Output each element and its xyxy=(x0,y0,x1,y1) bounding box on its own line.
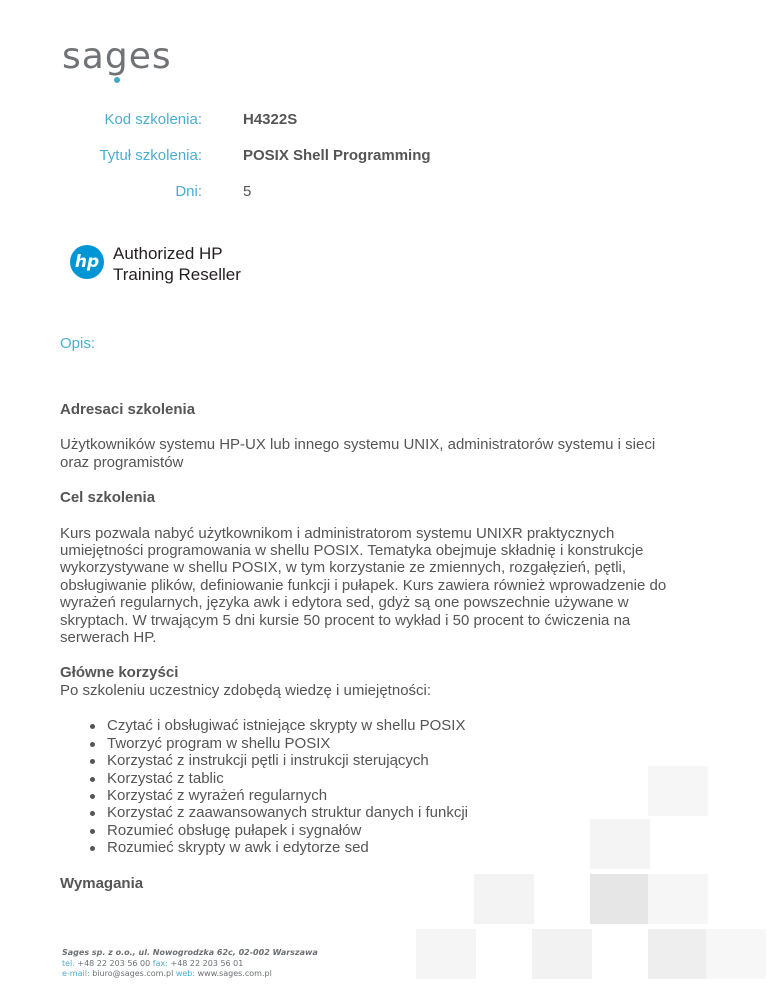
hp-logo-icon: hp xyxy=(70,245,104,279)
course-days-label: Dni: xyxy=(175,183,202,200)
audience-heading: Adresaci szkolenia xyxy=(60,401,196,418)
sages-logo: sages xyxy=(62,36,172,77)
requirements-heading: Wymagania xyxy=(60,874,144,892)
course-description xyxy=(60,401,680,892)
course-title-row xyxy=(0,147,768,167)
footer xyxy=(62,948,318,980)
list-item: Rozumieć obsługę pułapek i sygnałów xyxy=(107,822,680,839)
hp-badge-text xyxy=(113,243,241,285)
list-item: Czytać i obsługiwać istniejące skrypty w shellu POSIX xyxy=(107,717,680,734)
benefits-list xyxy=(60,717,680,856)
decor-square xyxy=(532,929,592,979)
footer-web-label: web: xyxy=(175,969,196,978)
benefits-heading: Główne korzyści xyxy=(60,664,179,682)
footer-company: Sages sp. z o.o., ul. Nowogrodzka 62c, 02-002 Warszawa xyxy=(62,948,318,957)
benefits-intro: Po szkoleniu uczestnicy zdobędą wiedzę i umiejętności: xyxy=(60,681,432,699)
footer-fax-label: fax: xyxy=(152,958,168,968)
audience-text: Użytkowników systemu HP-UX lub innego systemu UNIX, administratorów systemu i sieci oraz programistów xyxy=(60,436,656,471)
decor-square xyxy=(706,929,766,979)
list-item: Tworzyć program w shellu POSIX xyxy=(107,735,680,752)
footer-web[interactable]: www.sages.com.pl xyxy=(197,969,272,978)
description-label: Opis: xyxy=(60,335,96,352)
list-item: Korzystać z tablic xyxy=(107,770,680,787)
goal-heading: Cel szkolenia xyxy=(60,489,156,507)
footer-fax: +48 22 203 56 01 xyxy=(170,958,244,968)
course-title-label: Tytuł szkolenia: xyxy=(99,147,202,164)
hp-badge-line1: Authorized HP xyxy=(113,244,223,263)
course-days-row xyxy=(0,183,768,203)
course-days-value: 5 xyxy=(243,183,252,200)
list-item: Korzystać z wyrażeń regularnych xyxy=(107,787,680,804)
decor-square xyxy=(416,929,476,979)
course-title-value: POSIX Shell Programming xyxy=(243,147,431,164)
footer-email-label: e-mail: xyxy=(62,969,90,978)
course-code-value: H4322S xyxy=(243,111,298,128)
hp-badge-line2: Training Reseller xyxy=(113,265,241,284)
list-item: Rozumieć skrypty w awk i edytorze sed xyxy=(107,839,680,856)
footer-email[interactable]: biuro@sages.com.pl xyxy=(92,969,174,978)
footer-tel: +48 22 203 56 00 xyxy=(77,958,151,968)
footer-phone-line xyxy=(62,959,318,970)
footer-contact-line xyxy=(62,969,318,980)
list-item: Korzystać z instrukcji pętli i instrukcji sterujących xyxy=(107,752,680,769)
footer-tel-label: tel. xyxy=(62,958,75,968)
course-code-row xyxy=(0,111,768,131)
goal-text: Kurs pozwala nabyć użytkownikom i administratorom systemu UNIXR praktycznych umiejętności programowania w shellu POSIX. Tematyka obejmuje składnię i konstrukcje wykorzystywane w shellu POSIX, w tym korzystanie ze zmiennych, rozgałęzień, pętli, obsługiwanie plików, definiowanie funkcji i pułapek. Kurs zawiera również wprowadzenie do wyrażeń regularnych, języka awk i edytora sed, gdyż są one powszechnie używane w skryptach. W trwającym 5 dni kursie 50 procent to wykład i 50 procent to ćwiczenia na serwerach HP. xyxy=(60,524,667,647)
list-item: Korzystać z zaawansowanych struktur danych i funkcji xyxy=(107,804,680,821)
course-code-label: Kod szkolenia: xyxy=(104,111,202,128)
decor-square xyxy=(648,929,708,979)
